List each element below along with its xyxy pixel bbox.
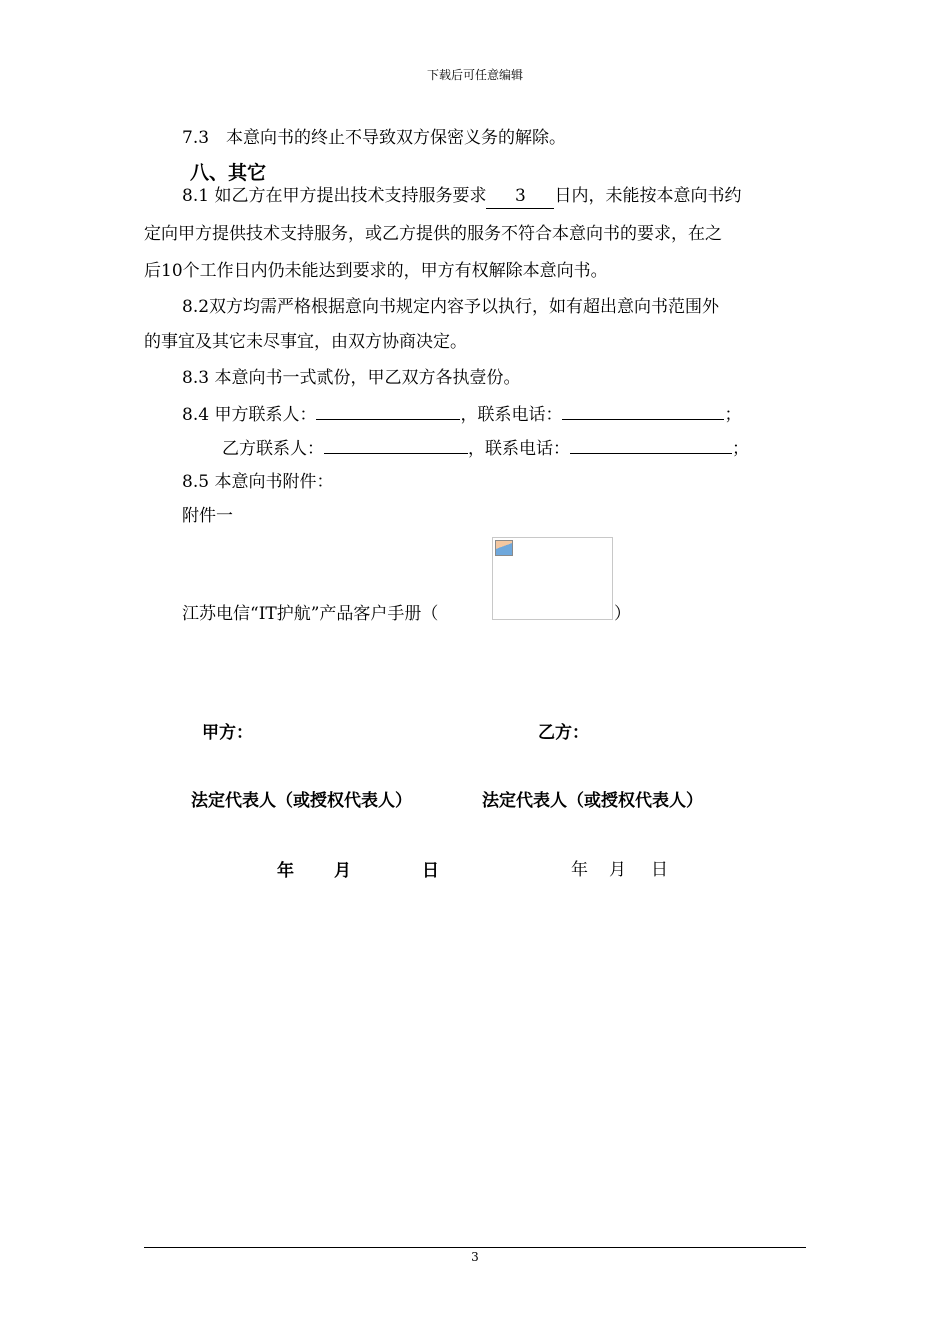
date-a-year: 年 — [277, 861, 294, 881]
clause-8-5: 8.5 本意向书附件： — [182, 472, 334, 492]
party-b-contact-blank[interactable] — [324, 435, 468, 454]
footer-divider — [144, 1247, 806, 1248]
attachment-item-text: 江苏电信“IT护航”产品客户手册（ — [182, 604, 439, 624]
attachment-item-close: ） — [614, 604, 631, 624]
clause-8-1-text-a: 8.1 如乙方在甲方提出技术支持服务要求 — [182, 186, 487, 206]
clause-8-3: 8.3 本意向书一式贰份，甲乙双方各执壹份。 — [182, 368, 521, 388]
semicolon-a: ； — [724, 405, 742, 425]
broken-image-icon — [495, 540, 513, 556]
phone-label-b: ，联系电话： — [468, 439, 570, 459]
signature-party-b: 乙方： — [538, 723, 589, 743]
date-b-day: 日 — [651, 860, 668, 880]
clause-8-4-party-a — [182, 401, 741, 427]
date-a-month: 月 — [334, 861, 351, 881]
phone-label-a: ，联系电话： — [460, 405, 563, 425]
section-heading-8: 八、其它 — [190, 162, 267, 184]
clause-8-2-line1: 8.2双方均需严格根据意向书规定内容予以执行，如有超出意向书范围外 — [182, 297, 720, 317]
clause-7-3: 7.3 本意向书的终止不导致双方保密义务的解除。 — [182, 128, 567, 148]
attachment-embedded-object[interactable] — [492, 537, 613, 620]
signature-rep-a: 法定代表人（或授权代表人） — [191, 791, 412, 811]
days-blank: 3 — [486, 184, 554, 209]
party-a-contact-label: 8.4 甲方联系人： — [182, 405, 317, 425]
date-b-year: 年 — [571, 860, 588, 880]
header-note: 下载后可任意编辑 — [426, 68, 523, 82]
signature-party-a: 甲方： — [202, 723, 253, 743]
clause-8-1-line1 — [182, 184, 741, 209]
clause-8-1-line2: 定向甲方提供技术支持服务，或乙方提供的服务不符合本意向书的要求，在之 — [144, 224, 722, 244]
signature-rep-b: 法定代表人（或授权代表人） — [482, 791, 703, 811]
attachment-title: 附件一 — [182, 506, 233, 526]
party-b-contact-label: 乙方联系人： — [222, 439, 324, 459]
party-a-phone-blank[interactable] — [562, 401, 724, 420]
clause-8-2-line2: 的事宜及其它未尽事宜，由双方协商决定。 — [144, 332, 467, 352]
date-a-day: 日 — [422, 861, 439, 881]
semicolon-b: ； — [732, 439, 749, 459]
party-a-contact-blank[interactable] — [316, 401, 460, 420]
clause-8-1-line3: 后10个工作日内仍未能达到要求的，甲方有权解除本意向书。 — [144, 261, 608, 281]
clause-8-4-party-b — [222, 435, 749, 461]
party-b-phone-blank[interactable] — [570, 435, 732, 454]
clause-8-1-text-b: 日内，未能按本意向书约 — [554, 186, 742, 206]
page-number: 3 — [471, 1250, 479, 1264]
date-b-month: 月 — [609, 860, 626, 880]
